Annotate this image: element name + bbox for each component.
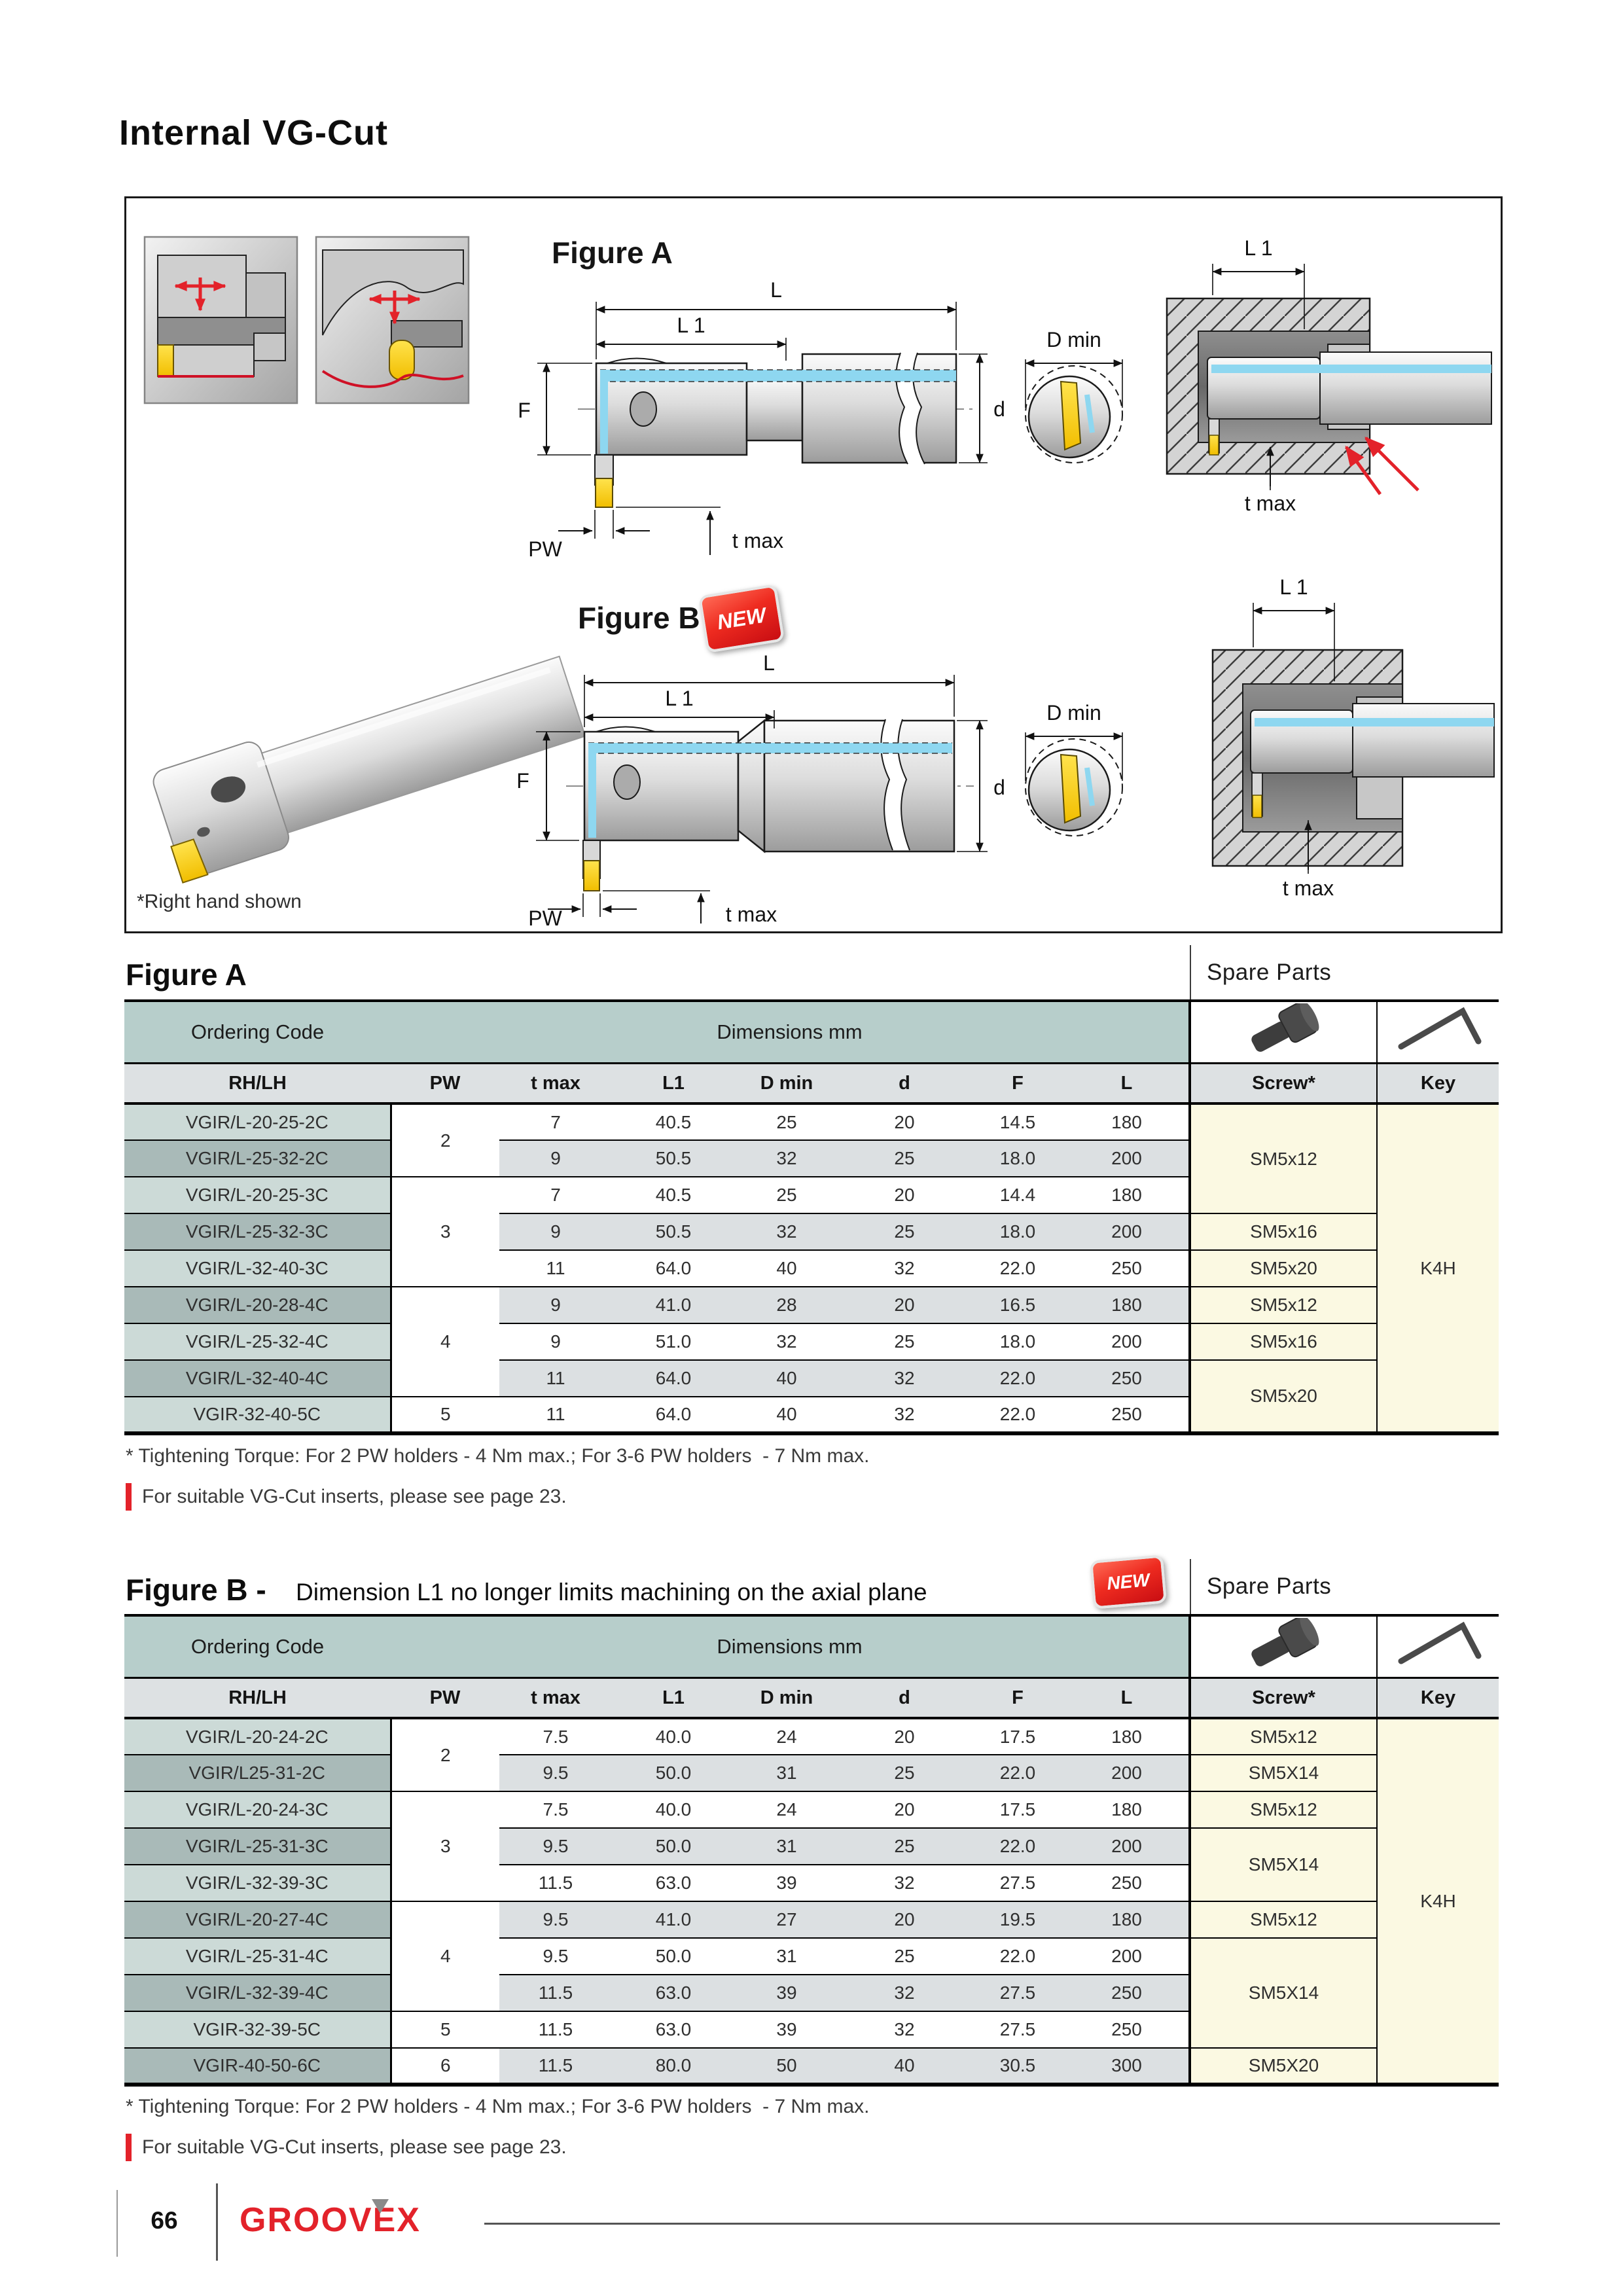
cell-pw: 5	[391, 1397, 499, 1433]
cell-tmax: 9.5	[499, 1938, 612, 1975]
cell-pw: 4	[391, 1287, 499, 1397]
cell-tmax: 11	[499, 1360, 612, 1397]
table-row	[124, 1901, 1499, 1938]
col-l1: L1	[612, 1678, 735, 1719]
cell-pw: 4	[391, 1901, 499, 2011]
dim-L1-b: L 1	[665, 687, 694, 710]
cell-screw: SM5x16	[1190, 1323, 1377, 1360]
cell-code: VGIR/L-25-32-2C	[124, 1140, 391, 1177]
table-row	[124, 1755, 1499, 1791]
cell-l1: 51.0	[612, 1323, 735, 1360]
inserts-footnote-text: For suitable VG-Cut inserts, please see page 23.	[142, 2136, 567, 2158]
cell-f: 17.5	[971, 1718, 1065, 1755]
cell-pw: 3	[391, 1177, 499, 1287]
cell-f: 27.5	[971, 1865, 1065, 1901]
table-column-header	[124, 1678, 1499, 1719]
cell-dmin: 40	[735, 1397, 838, 1433]
dimensions-header: Dimensions mm	[391, 1001, 1190, 1064]
cell-dmin: 25	[735, 1177, 838, 1213]
cell-f: 30.5	[971, 2048, 1065, 2085]
cell-dmin: 24	[735, 1791, 838, 1828]
cell-d: 20	[838, 1287, 971, 1323]
cell-d: 25	[838, 1938, 971, 1975]
cell-pw: 2	[391, 1103, 499, 1177]
cell-l: 200	[1065, 1323, 1190, 1360]
col-dmin: D min	[735, 1064, 838, 1104]
cell-tmax: 7.5	[499, 1718, 612, 1755]
page-title: Internal VG-Cut	[119, 113, 389, 152]
new-badge	[698, 584, 785, 653]
cell-dmin: 28	[735, 1287, 838, 1323]
cell-l1: 50.0	[612, 1828, 735, 1865]
inserts-footnote	[126, 1483, 1500, 1511]
dim-d-b: d	[993, 776, 1005, 799]
cell-screw: SM5x20	[1190, 1360, 1377, 1433]
spare-parts-label-a	[1190, 945, 1331, 1000]
cell-l: 180	[1065, 1791, 1190, 1828]
cell-l1: 50.5	[612, 1213, 735, 1250]
technical-drawing	[126, 198, 1501, 931]
dim-PW-b: PW	[528, 906, 562, 930]
cell-code: VGIR/L-20-24-3C	[124, 1791, 391, 1828]
figure-b-table	[124, 1614, 1499, 2087]
col-f: F	[971, 1064, 1065, 1104]
col-rhlh: RH/LH	[124, 1064, 391, 1104]
section-b-subtitle: Dimension L1 no longer limits machining on the axial plane	[296, 1579, 927, 1605]
cell-tmax: 9	[499, 1287, 612, 1323]
cell-l: 180	[1065, 1287, 1190, 1323]
col-f: F	[971, 1678, 1065, 1719]
cell-dmin: 50	[735, 2048, 838, 2085]
footer-divider	[216, 2183, 218, 2261]
cell-l: 250	[1065, 1397, 1190, 1433]
cell-l: 250	[1065, 1865, 1190, 1901]
cell-f: 22.0	[971, 1755, 1065, 1791]
cell-dmin: 25	[735, 1103, 838, 1140]
cell-f: 22.0	[971, 1360, 1065, 1397]
cell-d: 20	[838, 1103, 971, 1140]
figure-a-bore-view	[1167, 264, 1491, 494]
table-row	[124, 1938, 1499, 1975]
torque-footnote: * Tightening Torque: For 2 PW holders - 4 Nm max.; For 3-6 PW holders - 7 Nm max.	[126, 1445, 870, 1467]
col-l: L	[1065, 1064, 1190, 1104]
cell-f: 18.0	[971, 1323, 1065, 1360]
cell-dmin: 32	[735, 1140, 838, 1177]
cell-l1: 63.0	[612, 1975, 735, 2011]
cell-code: VGIR/L-25-31-4C	[124, 1938, 391, 1975]
table-row	[124, 1323, 1499, 1360]
dim-L-b: L	[763, 651, 775, 675]
cell-code: VGIR/L-25-31-3C	[124, 1828, 391, 1865]
cell-code: VGIR/L-20-27-4C	[124, 1901, 391, 1938]
cell-l: 180	[1065, 1718, 1190, 1755]
cell-tmax: 11.5	[499, 1865, 612, 1901]
section-a-header	[124, 948, 1499, 997]
right-hand-note: *Right hand shown	[137, 891, 302, 912]
section-b-title: Figure B -	[126, 1573, 266, 1607]
cell-code: VGIR/L-32-39-4C	[124, 1975, 391, 2011]
cell-f: 22.0	[971, 1938, 1065, 1975]
cell-screw: SM5x12	[1190, 1791, 1377, 1828]
cell-screw: SM5x16	[1190, 1213, 1377, 1250]
cell-dmin: 39	[735, 1975, 838, 2011]
cell-l1: 40.0	[612, 1791, 735, 1828]
new-badge	[1090, 1554, 1167, 1609]
col-pw: PW	[391, 1064, 499, 1104]
inserts-footnote-text: For suitable VG-Cut inserts, please see page 23.	[142, 1486, 567, 1507]
dim-F-b: F	[516, 769, 529, 793]
cell-dmin: 40	[735, 1360, 838, 1397]
figure-b-bore-view	[1213, 603, 1494, 874]
table-row	[124, 1287, 1499, 1323]
cell-dmin: 32	[735, 1323, 838, 1360]
cell-tmax: 7	[499, 1177, 612, 1213]
table-row	[124, 1791, 1499, 1828]
cell-l1: 40.5	[612, 1177, 735, 1213]
cell-f: 27.5	[971, 1975, 1065, 2011]
cell-code: VGIR/L25-31-2C	[124, 1755, 391, 1791]
table-group-header	[124, 1001, 1499, 1064]
dim-d-a: d	[993, 397, 1005, 421]
cell-pw: 2	[391, 1718, 499, 1791]
screw-icon	[1235, 1618, 1333, 1670]
table-row	[124, 1103, 1499, 1140]
cell-d: 25	[838, 1140, 971, 1177]
dim-Dmin-a: D min	[1046, 328, 1101, 351]
cell-l1: 80.0	[612, 2048, 735, 2085]
col-tmax: t max	[499, 1678, 612, 1719]
cell-dmin: 31	[735, 1828, 838, 1865]
figure-a-table	[124, 999, 1499, 1435]
cell-code: VGIR/L-20-28-4C	[124, 1287, 391, 1323]
cell-l: 200	[1065, 1938, 1190, 1975]
red-bar-icon	[126, 2134, 132, 2161]
figure-b-label: Figure B	[578, 601, 700, 635]
small-diagram-profiling	[316, 237, 469, 403]
cell-d: 20	[838, 1901, 971, 1938]
cell-d: 20	[838, 1177, 971, 1213]
table-row	[124, 1250, 1499, 1287]
cell-code: VGIR/L-32-39-3C	[124, 1865, 391, 1901]
new-badge-text: NEW	[1106, 1570, 1150, 1594]
tool-photo	[148, 642, 590, 883]
dim-L-a: L	[770, 278, 782, 302]
cell-pw: 5	[391, 2011, 499, 2048]
cell-l: 250	[1065, 1360, 1190, 1397]
col-l: L	[1065, 1678, 1190, 1719]
dim-L1-b-bore: L 1	[1279, 575, 1308, 599]
dim-L1-a: L 1	[677, 314, 705, 337]
red-bar-icon	[126, 1483, 132, 1511]
cell-f: 22.0	[971, 1250, 1065, 1287]
cell-d: 32	[838, 1865, 971, 1901]
screw-icon	[1235, 1003, 1333, 1056]
cell-tmax: 9	[499, 1323, 612, 1360]
cell-d: 25	[838, 1755, 971, 1791]
cell-tmax: 11	[499, 1250, 612, 1287]
cell-code: VGIR/L-32-40-4C	[124, 1360, 391, 1397]
table-column-header	[124, 1064, 1499, 1104]
cell-d: 25	[838, 1828, 971, 1865]
cell-d: 20	[838, 1791, 971, 1828]
page-number: 66	[151, 2207, 178, 2234]
cell-tmax: 9	[499, 1213, 612, 1250]
cell-l1: 50.5	[612, 1140, 735, 1177]
col-d: d	[838, 1064, 971, 1104]
table-row	[124, 1718, 1499, 1755]
cell-pw: 3	[391, 1791, 499, 1901]
cell-dmin: 31	[735, 1938, 838, 1975]
cell-l1: 63.0	[612, 1865, 735, 1901]
figure-a-section-view	[1026, 359, 1122, 463]
cell-l: 250	[1065, 1975, 1190, 2011]
cell-code: VGIR-32-39-5C	[124, 2011, 391, 2048]
cell-code: VGIR-40-50-6C	[124, 2048, 391, 2085]
col-screw: Screw*	[1190, 1064, 1377, 1104]
cell-l1: 64.0	[612, 1250, 735, 1287]
dimensions-header: Dimensions mm	[391, 1615, 1190, 1678]
cell-l1: 41.0	[612, 1901, 735, 1938]
footer-rule	[484, 2223, 1500, 2225]
cell-tmax: 11.5	[499, 2048, 612, 2085]
cell-f: 14.4	[971, 1177, 1065, 1213]
table-row	[124, 1828, 1499, 1865]
cell-tmax: 9.5	[499, 1828, 612, 1865]
spare-parts-label-b	[1190, 1559, 1331, 1614]
cell-l: 250	[1065, 2011, 1190, 2048]
table-row	[124, 1360, 1499, 1397]
cell-code: VGIR/L-20-24-2C	[124, 1718, 391, 1755]
cell-f: 18.0	[971, 1213, 1065, 1250]
cell-dmin: 40	[735, 1250, 838, 1287]
col-tmax: t max	[499, 1064, 612, 1104]
cell-dmin: 27	[735, 1901, 838, 1938]
screw-icon-cell	[1190, 1615, 1377, 1678]
cell-d: 32	[838, 2011, 971, 2048]
cell-tmax: 11.5	[499, 2011, 612, 2048]
table-row	[124, 2048, 1499, 2085]
cell-screw: SM5X14	[1190, 1755, 1377, 1791]
cell-l: 180	[1065, 1901, 1190, 1938]
cell-f: 19.5	[971, 1901, 1065, 1938]
cell-l1: 40.0	[612, 1718, 735, 1755]
cell-code: VGIR/L-20-25-2C	[124, 1103, 391, 1140]
new-badge-text: NEW	[715, 602, 768, 634]
cell-dmin: 39	[735, 1865, 838, 1901]
cell-l1: 64.0	[612, 1397, 735, 1433]
cell-tmax: 7	[499, 1103, 612, 1140]
dim-Dmin-b: D min	[1046, 701, 1101, 725]
footnotes-a	[126, 1445, 1500, 1511]
cell-l1: 40.5	[612, 1103, 735, 1140]
screw-icon-cell	[1190, 1001, 1377, 1064]
cell-dmin: 39	[735, 2011, 838, 2048]
cell-screw: SM5x12	[1190, 1718, 1377, 1755]
cell-l: 180	[1065, 1177, 1190, 1213]
section-a-title: Figure A	[126, 958, 247, 992]
cell-f: 22.0	[971, 1828, 1065, 1865]
cell-l: 300	[1065, 2048, 1190, 2085]
col-key: Key	[1377, 1678, 1499, 1719]
brand-logo: GROOVEX	[240, 2201, 421, 2239]
cell-code: VGIR/L-25-32-3C	[124, 1213, 391, 1250]
cell-tmax: 11.5	[499, 1975, 612, 2011]
cell-d: 20	[838, 1718, 971, 1755]
col-key: Key	[1377, 1064, 1499, 1104]
cell-tmax: 9.5	[499, 1901, 612, 1938]
figure-diagram-box	[124, 196, 1503, 933]
col-screw: Screw*	[1190, 1678, 1377, 1719]
cell-code: VGIR/L-25-32-4C	[124, 1323, 391, 1360]
cell-f: 18.0	[971, 1140, 1065, 1177]
inserts-footnote	[126, 2134, 1500, 2161]
ordering-code-header: Ordering Code	[124, 1615, 391, 1678]
col-d: d	[838, 1678, 971, 1719]
cell-l: 180	[1065, 1103, 1190, 1140]
dim-F-a: F	[518, 399, 531, 422]
brand-logo-triangle-icon	[372, 2199, 389, 2214]
cell-key: K4H	[1377, 1718, 1499, 2085]
cell-f: 22.0	[971, 1397, 1065, 1433]
table-row	[124, 1213, 1499, 1250]
key-icon-cell	[1377, 1001, 1499, 1064]
dim-tmax-b-bore: t max	[1282, 876, 1334, 900]
hex-key-icon	[1389, 1003, 1488, 1056]
cell-key: K4H	[1377, 1103, 1499, 1433]
cell-f: 14.5	[971, 1103, 1065, 1140]
cell-d: 25	[838, 1323, 971, 1360]
section-b-header	[124, 1562, 1499, 1613]
cell-screw: SM5X20	[1190, 2048, 1377, 2085]
cell-tmax: 9.5	[499, 1755, 612, 1791]
cell-l1: 64.0	[612, 1360, 735, 1397]
hex-key-icon	[1389, 1618, 1488, 1670]
cell-screw: SM5x12	[1190, 1901, 1377, 1938]
col-rhlh: RH/LH	[124, 1678, 391, 1719]
figure-a-label: Figure A	[552, 236, 673, 270]
cell-l: 200	[1065, 1755, 1190, 1791]
figure-b-section-view	[1026, 732, 1122, 836]
cell-code: VGIR-32-40-5C	[124, 1397, 391, 1433]
dim-tmax-a: t max	[732, 529, 784, 552]
cell-screw: SM5x12	[1190, 1103, 1377, 1213]
ordering-code-header: Ordering Code	[124, 1001, 391, 1064]
dim-tmax-a-bore: t max	[1244, 492, 1296, 515]
cell-tmax: 7.5	[499, 1791, 612, 1828]
cell-screw: SM5x12	[1190, 1287, 1377, 1323]
cell-screw: SM5X14	[1190, 1828, 1377, 1901]
cell-tmax: 11	[499, 1397, 612, 1433]
cell-dmin: 24	[735, 1718, 838, 1755]
torque-footnote: * Tightening Torque: For 2 PW holders - 4 Nm max.; For 3-6 PW holders - 7 Nm max.	[126, 2096, 870, 2117]
cell-f: 17.5	[971, 1791, 1065, 1828]
cell-code: VGIR/L-32-40-3C	[124, 1250, 391, 1287]
spare-parts-text: Spare Parts	[1207, 960, 1332, 985]
cell-dmin: 32	[735, 1213, 838, 1250]
footer-divider	[116, 2190, 118, 2257]
cell-code: VGIR/L-20-25-3C	[124, 1177, 391, 1213]
cell-tmax: 9	[499, 1140, 612, 1177]
dim-tmax-b: t max	[725, 903, 777, 926]
cell-d: 32	[838, 1360, 971, 1397]
cell-d: 32	[838, 1397, 971, 1433]
cell-l: 250	[1065, 1250, 1190, 1287]
footnotes-b	[126, 2096, 1500, 2161]
key-icon-cell	[1377, 1615, 1499, 1678]
small-diagram-grooving	[145, 237, 297, 403]
col-pw: PW	[391, 1678, 499, 1719]
cell-l1: 50.0	[612, 1938, 735, 1975]
cell-l1: 50.0	[612, 1755, 735, 1791]
cell-l: 200	[1065, 1828, 1190, 1865]
col-dmin: D min	[735, 1678, 838, 1719]
cell-l1: 63.0	[612, 2011, 735, 2048]
dim-PW-a: PW	[528, 537, 562, 561]
cell-dmin: 31	[735, 1755, 838, 1791]
cell-f: 16.5	[971, 1287, 1065, 1323]
table-group-header	[124, 1615, 1499, 1678]
dim-L1-a-bore: L 1	[1244, 236, 1273, 260]
cell-f: 27.5	[971, 2011, 1065, 2048]
figure-b-side-view	[536, 675, 988, 924]
cell-screw: SM5X14	[1190, 1938, 1377, 2048]
cell-pw: 6	[391, 2048, 499, 2085]
cell-d: 40	[838, 2048, 971, 2085]
cell-l: 200	[1065, 1213, 1190, 1250]
cell-l1: 41.0	[612, 1287, 735, 1323]
cell-d: 32	[838, 1975, 971, 2011]
cell-l: 200	[1065, 1140, 1190, 1177]
spare-parts-text: Spare Parts	[1207, 1573, 1332, 1599]
cell-d: 25	[838, 1213, 971, 1250]
col-l1: L1	[612, 1064, 735, 1104]
cell-screw: SM5x20	[1190, 1250, 1377, 1287]
cell-d: 32	[838, 1250, 971, 1287]
figure-a-side-view	[537, 302, 988, 555]
